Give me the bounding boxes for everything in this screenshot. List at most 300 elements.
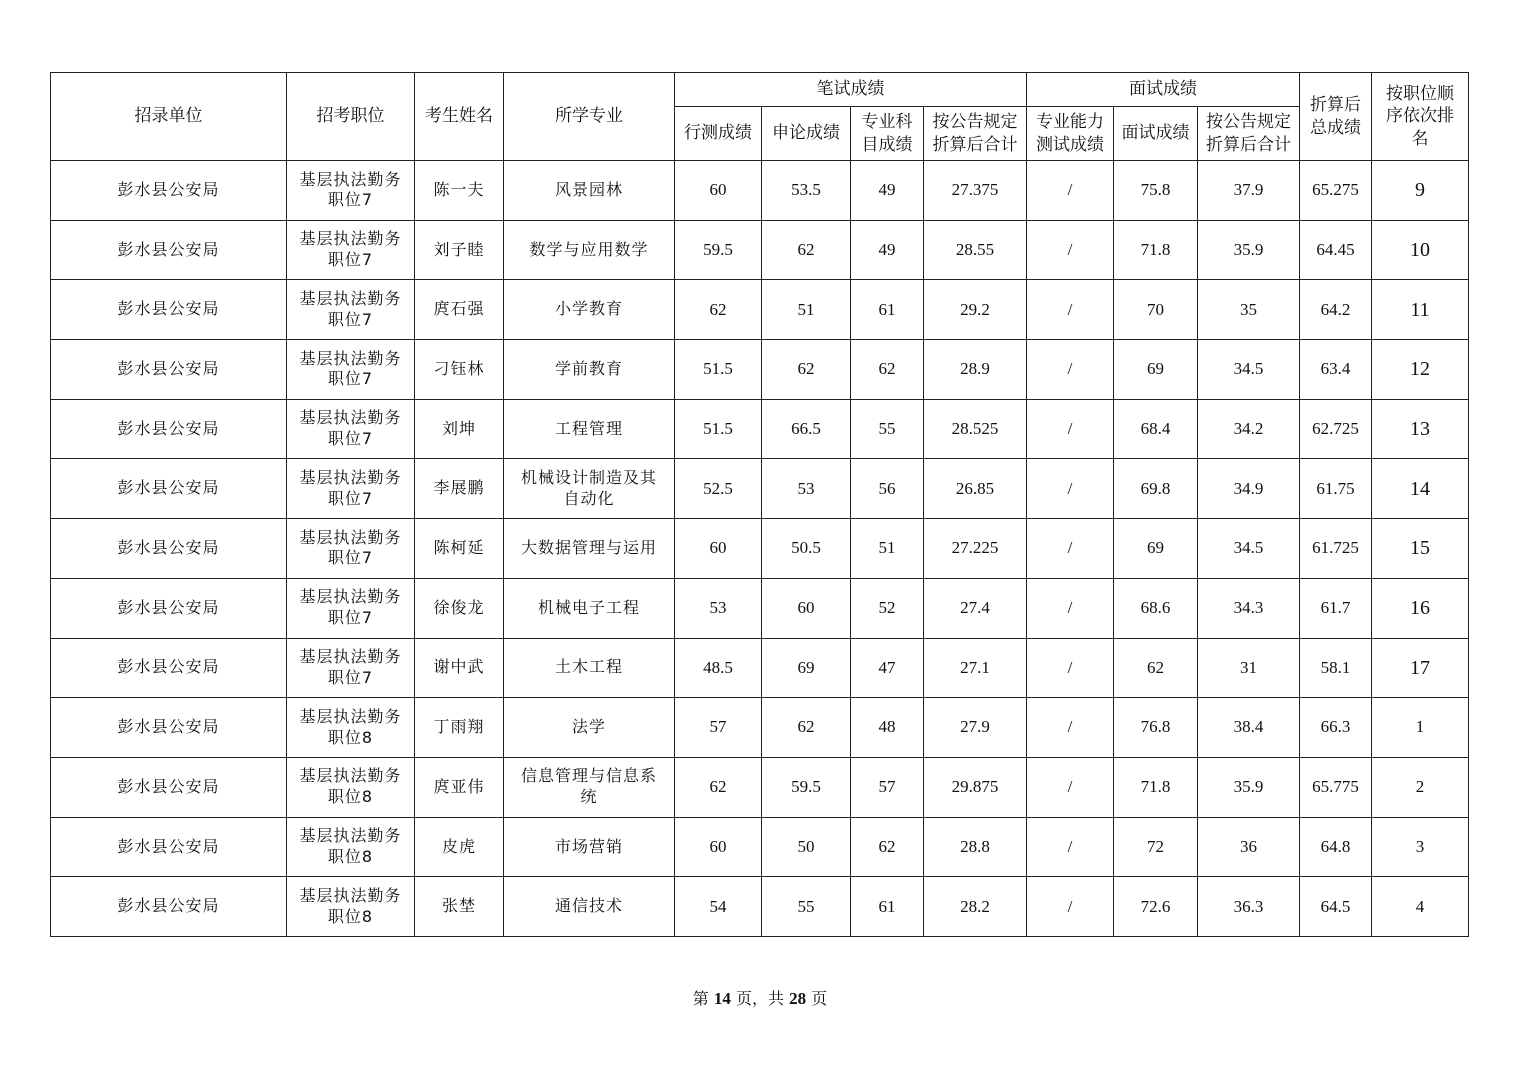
cell-xingce-text: 48.5 xyxy=(703,657,733,677)
cell-position xyxy=(287,757,415,817)
cell-written-converted xyxy=(924,877,1027,937)
cell-written-converted-text: 27.375 xyxy=(951,180,999,200)
header-unit: 招录单位 xyxy=(51,73,287,161)
cell-interview-text: 76.8 xyxy=(1140,717,1171,737)
cell-professional-text: 55 xyxy=(878,419,896,439)
cell-shenlun xyxy=(762,280,851,340)
cell-rank xyxy=(1372,877,1469,937)
cell-major-text: 风景园林 xyxy=(554,179,623,199)
cell-xingce xyxy=(675,519,762,579)
cell-ability-text: / xyxy=(1067,478,1073,498)
cell-interview-text: 69.8 xyxy=(1140,478,1171,498)
cell-written-converted-text: 29.2 xyxy=(960,299,990,319)
cell-position-text: 基层执法勤务职位7 xyxy=(299,348,402,389)
cell-professional xyxy=(851,161,924,221)
cell-rank xyxy=(1372,280,1469,340)
cell-interview-text: 68.4 xyxy=(1140,419,1171,439)
cell-xingce-text: 60 xyxy=(709,538,727,558)
header-total-text: 折算后总成绩 xyxy=(1310,95,1361,138)
cell-rank xyxy=(1372,459,1469,519)
cell-ability xyxy=(1027,519,1114,579)
cell-total-text: 64.2 xyxy=(1320,299,1351,319)
cell-ability-text: / xyxy=(1067,896,1073,916)
cell-total-text: 63.4 xyxy=(1320,359,1351,379)
cell-major xyxy=(504,280,675,340)
cell-unit xyxy=(51,578,287,638)
cell-position xyxy=(287,220,415,280)
cell-xingce-text: 59.5 xyxy=(703,239,733,259)
cell-professional xyxy=(851,757,924,817)
cell-xingce-text: 62 xyxy=(709,777,727,797)
cell-professional xyxy=(851,638,924,698)
cell-rank-text: 16 xyxy=(1410,597,1430,620)
cell-position-text: 基层执法勤务职位7 xyxy=(299,408,402,449)
cell-unit xyxy=(51,519,287,579)
cell-unit-text: 彭水县公安局 xyxy=(117,179,220,199)
cell-rank-text: 11 xyxy=(1410,298,1430,321)
cell-shenlun xyxy=(762,519,851,579)
cell-professional-text: 52 xyxy=(878,598,896,618)
cell-unit-text: 彭水县公安局 xyxy=(117,657,220,677)
cell-total xyxy=(1300,638,1372,698)
table-row xyxy=(51,399,1469,459)
cell-rank xyxy=(1372,578,1469,638)
cell-shenlun-text: 60 xyxy=(797,598,815,618)
footer-middle: 页，共 xyxy=(735,989,784,1008)
header-shenlun: 申论成绩 xyxy=(762,107,851,161)
cell-total-text: 61.75 xyxy=(1316,478,1355,498)
cell-ability-text: / xyxy=(1067,777,1073,797)
cell-ability-text: / xyxy=(1067,239,1073,259)
cell-total-text: 58.1 xyxy=(1320,657,1351,677)
header-rank-text: 按职位顺序依次排名 xyxy=(1386,84,1454,149)
cell-total-text: 64.45 xyxy=(1316,239,1355,259)
cell-rank xyxy=(1372,340,1469,400)
cell-name xyxy=(415,638,504,698)
cell-interview-converted xyxy=(1198,757,1300,817)
cell-professional-text: 47 xyxy=(878,657,896,677)
cell-shenlun-text: 66.5 xyxy=(791,419,821,439)
cell-professional xyxy=(851,399,924,459)
cell-name-text: 皮虎 xyxy=(441,836,476,856)
cell-rank xyxy=(1372,220,1469,280)
cell-major xyxy=(504,459,675,519)
cell-rank-text: 10 xyxy=(1410,239,1430,262)
table-row xyxy=(51,817,1469,877)
cell-shenlun-text: 50.5 xyxy=(791,538,821,558)
cell-ability xyxy=(1027,638,1114,698)
header-interview-score: 面试成绩 xyxy=(1114,107,1198,161)
header-written-converted-text: 按公告规定折算后合计 xyxy=(932,112,1018,155)
cell-rank-text: 14 xyxy=(1410,477,1430,500)
cell-written-converted xyxy=(924,459,1027,519)
cell-unit xyxy=(51,877,287,937)
cell-written-converted-text: 27.4 xyxy=(960,598,990,618)
cell-written-converted xyxy=(924,161,1027,221)
cell-unit-text: 彭水县公安局 xyxy=(117,538,220,558)
cell-interview-text: 72.6 xyxy=(1140,896,1171,916)
cell-ability xyxy=(1027,698,1114,758)
cell-position xyxy=(287,817,415,877)
cell-ability xyxy=(1027,817,1114,877)
cell-written-converted xyxy=(924,399,1027,459)
cell-xingce xyxy=(675,399,762,459)
footer-suffix: 页 xyxy=(811,989,828,1008)
cell-name-text: 刘坤 xyxy=(441,418,476,438)
cell-major xyxy=(504,340,675,400)
cell-professional-text: 49 xyxy=(878,239,896,259)
cell-rank xyxy=(1372,698,1469,758)
cell-ability xyxy=(1027,757,1114,817)
cell-unit-text: 彭水县公安局 xyxy=(117,359,220,378)
cell-interview xyxy=(1114,698,1198,758)
header-ability-test xyxy=(1027,107,1114,161)
table-row xyxy=(51,877,1469,937)
cell-interview-converted xyxy=(1198,877,1300,937)
table-row xyxy=(51,340,1469,400)
cell-name xyxy=(415,459,504,519)
header-xingce: 行测成绩 xyxy=(675,107,762,161)
cell-ability-text: / xyxy=(1067,538,1073,558)
cell-ability xyxy=(1027,340,1114,400)
cell-interview-converted xyxy=(1198,519,1300,579)
table-row xyxy=(51,638,1469,698)
cell-unit xyxy=(51,757,287,817)
cell-written-converted-text: 27.1 xyxy=(960,657,990,677)
cell-interview xyxy=(1114,340,1198,400)
cell-rank xyxy=(1372,757,1469,817)
cell-unit-text: 彭水县公安局 xyxy=(117,776,220,796)
cell-interview-text: 71.8 xyxy=(1140,239,1171,259)
cell-professional-text: 49 xyxy=(878,180,896,200)
table-row xyxy=(51,698,1469,758)
cell-ability-text: / xyxy=(1067,419,1073,439)
footer-total-pages: 28 xyxy=(789,989,807,1008)
cell-interview xyxy=(1114,877,1198,937)
cell-major-text: 土木工程 xyxy=(554,657,623,677)
cell-xingce-text: 60 xyxy=(709,180,727,200)
cell-interview-converted xyxy=(1198,280,1300,340)
cell-name xyxy=(415,220,504,280)
cell-shenlun-text: 62 xyxy=(797,717,815,737)
footer-prefix: 第 xyxy=(692,989,709,1008)
cell-unit-text: 彭水县公安局 xyxy=(117,299,220,319)
cell-name-text: 庹亚伟 xyxy=(433,776,485,796)
cell-rank-text: 2 xyxy=(1415,777,1425,797)
cell-total xyxy=(1300,459,1372,519)
cell-ability xyxy=(1027,399,1114,459)
cell-xingce-text: 60 xyxy=(709,836,727,856)
cell-xingce xyxy=(675,161,762,221)
cell-interview-converted xyxy=(1198,340,1300,400)
header-written-group: 笔试成绩 xyxy=(675,73,1027,107)
cell-major xyxy=(504,578,675,638)
cell-xingce xyxy=(675,877,762,937)
cell-interview xyxy=(1114,161,1198,221)
cell-interview-converted xyxy=(1198,817,1300,877)
cell-position xyxy=(287,399,415,459)
cell-name-text: 丁雨翔 xyxy=(433,717,485,737)
cell-interview-text: 71.8 xyxy=(1140,777,1171,797)
cell-ability-text: / xyxy=(1067,717,1073,737)
cell-interview-converted xyxy=(1198,399,1300,459)
cell-written-converted-text: 28.525 xyxy=(951,419,999,439)
cell-total xyxy=(1300,698,1372,758)
cell-written-converted-text: 28.2 xyxy=(960,896,990,916)
cell-xingce-text: 53 xyxy=(709,598,727,618)
cell-interview-converted xyxy=(1198,220,1300,280)
cell-ability xyxy=(1027,220,1114,280)
cell-rank xyxy=(1372,161,1469,221)
header-professional xyxy=(851,107,924,161)
table-row xyxy=(51,220,1469,280)
cell-written-converted-text: 28.9 xyxy=(960,359,990,379)
cell-xingce xyxy=(675,280,762,340)
table-row xyxy=(51,161,1469,221)
cell-shenlun xyxy=(762,220,851,280)
cell-ability-text: / xyxy=(1067,180,1073,200)
cell-ability xyxy=(1027,280,1114,340)
cell-rank xyxy=(1372,519,1469,579)
cell-name xyxy=(415,519,504,579)
cell-shenlun-text: 62 xyxy=(797,359,815,379)
cell-interview-converted-text: 38.4 xyxy=(1233,717,1264,737)
cell-professional xyxy=(851,459,924,519)
cell-total xyxy=(1300,817,1372,877)
cell-position xyxy=(287,161,415,221)
header-major: 所学专业 xyxy=(504,73,675,161)
cell-unit xyxy=(51,399,287,459)
cell-major xyxy=(504,757,675,817)
cell-interview-text: 75.8 xyxy=(1140,180,1171,200)
cell-shenlun xyxy=(762,817,851,877)
cell-interview-text: 70 xyxy=(1147,299,1164,319)
header-interview-converted-text: 按公告规定折算后合计 xyxy=(1206,112,1291,155)
cell-ability xyxy=(1027,459,1114,519)
cell-name-text: 李展鹏 xyxy=(433,478,485,498)
cell-position xyxy=(287,280,415,340)
header-position: 招考职位 xyxy=(287,73,415,161)
cell-name xyxy=(415,161,504,221)
cell-interview-converted-text: 34.5 xyxy=(1233,538,1264,558)
cell-interview-converted xyxy=(1198,161,1300,221)
cell-written-converted xyxy=(924,519,1027,579)
cell-name xyxy=(415,280,504,340)
cell-unit-text: 彭水县公安局 xyxy=(117,597,220,617)
cell-total-text: 65.275 xyxy=(1312,180,1359,200)
cell-total xyxy=(1300,161,1372,221)
cell-name-text: 刘子睦 xyxy=(433,239,485,259)
cell-position-text: 基层执法勤务职位7 xyxy=(299,288,402,329)
cell-major xyxy=(504,399,675,459)
cell-professional xyxy=(851,578,924,638)
cell-major-text: 通信技术 xyxy=(554,896,623,916)
cell-professional-text: 56 xyxy=(878,478,896,498)
cell-written-converted xyxy=(924,578,1027,638)
cell-professional-text: 62 xyxy=(878,359,896,379)
cell-position-text: 基层执法勤务职位7 xyxy=(299,467,402,508)
cell-total-text: 62.725 xyxy=(1312,419,1359,439)
header-professional-text: 专业科目成绩 xyxy=(861,112,913,155)
cell-rank-text: 3 xyxy=(1415,836,1425,856)
cell-interview xyxy=(1114,459,1198,519)
cell-shenlun xyxy=(762,638,851,698)
cell-unit-text: 彭水县公安局 xyxy=(117,239,220,259)
cell-position xyxy=(287,519,415,579)
cell-rank-text: 9 xyxy=(1415,179,1425,202)
cell-xingce xyxy=(675,340,762,400)
cell-written-converted xyxy=(924,817,1027,877)
cell-position-text: 基层执法勤务职位8 xyxy=(299,885,402,926)
cell-total-text: 66.3 xyxy=(1320,717,1351,737)
cell-rank-text: 13 xyxy=(1410,418,1430,441)
cell-unit-text: 彭水县公安局 xyxy=(117,836,220,856)
cell-position-text: 基层执法勤务职位8 xyxy=(299,826,402,866)
cell-name-text: 庹石强 xyxy=(433,299,485,319)
score-table xyxy=(50,72,1469,937)
cell-shenlun xyxy=(762,578,851,638)
cell-interview-converted-text: 35 xyxy=(1240,299,1257,319)
cell-rank-text: 15 xyxy=(1410,537,1430,560)
cell-name-text: 张埜 xyxy=(441,896,476,916)
table-row xyxy=(51,578,1469,638)
cell-interview-converted-text: 36 xyxy=(1240,836,1257,856)
cell-position-text: 基层执法勤务职位8 xyxy=(299,766,402,807)
cell-major-text: 信息管理与信息系统 xyxy=(520,766,657,807)
cell-xingce-text: 52.5 xyxy=(703,478,733,498)
table-row xyxy=(51,519,1469,579)
cell-name-text: 陈柯延 xyxy=(433,538,485,558)
cell-major xyxy=(504,877,675,937)
cell-shenlun-text: 51 xyxy=(797,299,815,319)
cell-position xyxy=(287,340,415,400)
cell-unit-text: 彭水县公安局 xyxy=(117,418,220,438)
cell-written-converted xyxy=(924,280,1027,340)
cell-total-text: 64.5 xyxy=(1320,896,1351,916)
cell-position-text: 基层执法勤务职位7 xyxy=(299,527,402,568)
cell-interview-text: 72 xyxy=(1147,836,1164,856)
cell-major-text: 工程管理 xyxy=(554,418,623,438)
cell-professional xyxy=(851,280,924,340)
cell-professional xyxy=(851,340,924,400)
cell-major xyxy=(504,519,675,579)
cell-xingce xyxy=(675,817,762,877)
cell-shenlun xyxy=(762,877,851,937)
cell-major-text: 数学与应用数学 xyxy=(529,239,649,259)
cell-professional xyxy=(851,817,924,877)
cell-shenlun-text: 55 xyxy=(797,896,815,916)
cell-ability-text: / xyxy=(1067,359,1073,379)
cell-unit xyxy=(51,161,287,221)
cell-shenlun xyxy=(762,399,851,459)
cell-xingce-text: 57 xyxy=(709,717,727,737)
cell-unit-text: 彭水县公安局 xyxy=(117,896,220,916)
cell-position xyxy=(287,638,415,698)
cell-name xyxy=(415,817,504,877)
cell-shenlun-text: 53 xyxy=(797,478,815,498)
cell-name xyxy=(415,757,504,817)
cell-interview xyxy=(1114,519,1198,579)
cell-written-converted xyxy=(924,698,1027,758)
cell-unit xyxy=(51,698,287,758)
cell-shenlun-text: 59.5 xyxy=(791,777,821,797)
cell-professional-text: 61 xyxy=(878,299,896,319)
cell-total xyxy=(1300,519,1372,579)
cell-xingce xyxy=(675,757,762,817)
cell-name-text: 谢中武 xyxy=(433,657,485,677)
cell-xingce-text: 51.5 xyxy=(703,359,733,379)
cell-interview-text: 62 xyxy=(1147,657,1164,677)
cell-total-text: 61.7 xyxy=(1320,598,1351,618)
page-footer xyxy=(0,986,1520,1009)
cell-rank-text: 17 xyxy=(1410,656,1430,679)
header-interview-converted xyxy=(1198,107,1300,161)
cell-unit-text: 彭水县公安局 xyxy=(117,717,220,737)
cell-position xyxy=(287,459,415,519)
cell-interview-converted-text: 31 xyxy=(1240,657,1257,677)
cell-interview-converted xyxy=(1198,459,1300,519)
cell-total-text: 61.725 xyxy=(1312,538,1359,558)
cell-position-text: 基层执法勤务职位8 xyxy=(299,706,402,747)
cell-ability xyxy=(1027,161,1114,221)
cell-professional-text: 57 xyxy=(878,777,896,797)
cell-written-converted-text: 28.55 xyxy=(955,239,995,259)
cell-ability-text: / xyxy=(1067,836,1073,856)
cell-interview-converted-text: 34.2 xyxy=(1233,419,1264,439)
cell-interview-converted-text: 36.3 xyxy=(1233,896,1264,916)
cell-total-text: 65.775 xyxy=(1312,777,1359,797)
cell-xingce xyxy=(675,578,762,638)
cell-unit-text: 彭水县公安局 xyxy=(117,478,220,498)
cell-major xyxy=(504,817,675,877)
cell-xingce xyxy=(675,459,762,519)
cell-professional-text: 51 xyxy=(878,538,896,558)
cell-shenlun-text: 69 xyxy=(797,657,815,677)
cell-ability xyxy=(1027,578,1114,638)
cell-written-converted xyxy=(924,757,1027,817)
cell-written-converted-text: 27.225 xyxy=(951,538,999,558)
header-total xyxy=(1300,73,1372,161)
cell-ability-text: / xyxy=(1067,598,1073,618)
cell-name xyxy=(415,578,504,638)
cell-shenlun xyxy=(762,757,851,817)
cell-position-text: 基层执法勤务职位7 xyxy=(299,587,402,628)
cell-shenlun-text: 50 xyxy=(797,836,815,856)
cell-rank xyxy=(1372,817,1469,877)
header-interview-group: 面试成绩 xyxy=(1027,73,1300,107)
cell-interview-text: 68.6 xyxy=(1140,598,1171,618)
cell-interview xyxy=(1114,817,1198,877)
cell-interview-converted-text: 37.9 xyxy=(1233,180,1264,200)
cell-total xyxy=(1300,578,1372,638)
cell-interview-converted-text: 34.3 xyxy=(1233,598,1264,618)
cell-xingce-text: 62 xyxy=(709,299,727,319)
cell-interview xyxy=(1114,757,1198,817)
cell-name xyxy=(415,698,504,758)
table-row xyxy=(51,280,1469,340)
footer-page-number: 14 xyxy=(713,989,731,1008)
cell-interview xyxy=(1114,280,1198,340)
cell-rank xyxy=(1372,638,1469,698)
cell-name xyxy=(415,399,504,459)
cell-rank-text: 12 xyxy=(1410,358,1430,381)
cell-shenlun-text: 62 xyxy=(797,239,815,259)
cell-position xyxy=(287,698,415,758)
cell-position-text: 基层执法勤务职位7 xyxy=(299,229,402,270)
cell-major-text: 大数据管理与运用 xyxy=(520,538,657,558)
cell-interview-text: 69 xyxy=(1147,359,1164,379)
cell-professional xyxy=(851,519,924,579)
